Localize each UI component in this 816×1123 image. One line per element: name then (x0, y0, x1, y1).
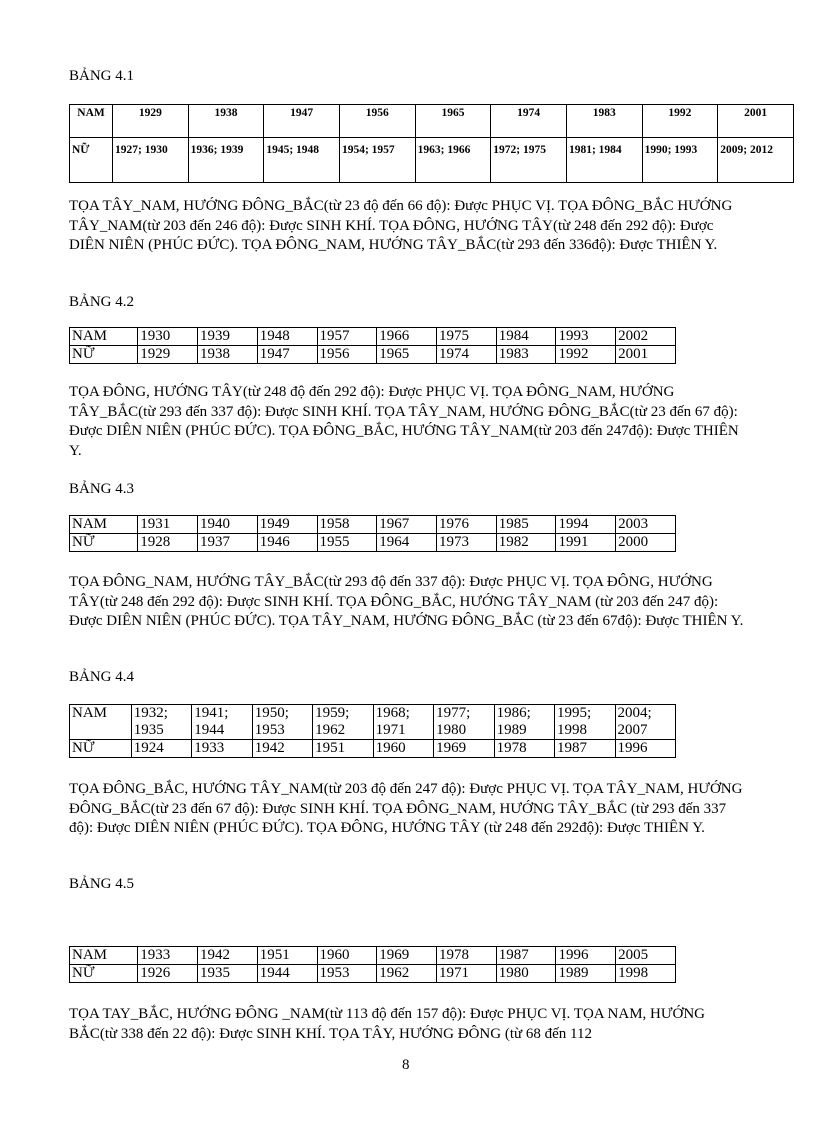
year-part: 2007 (617, 722, 648, 738)
year-part: 1977; (436, 705, 471, 721)
row-label-nu: NỮ (70, 346, 138, 364)
table-cell: 1987 (496, 947, 556, 965)
table-cell: 1992 (642, 105, 718, 138)
row-label-nam: NAM (70, 328, 138, 346)
table-cell (373, 705, 433, 740)
year-part: 1986; (496, 705, 531, 721)
table-bang-4-1 (69, 104, 794, 183)
table-cell: 1951 (257, 947, 317, 965)
table-cell: 1955 (317, 534, 377, 552)
table-bang-4-4 (69, 704, 676, 758)
table-cell: 1931 (138, 516, 198, 534)
year-part: 1989 (496, 722, 527, 738)
row-label-nu: NỮ (70, 534, 138, 552)
table-bang-4-2 (69, 327, 676, 364)
table-cell: 1972; 1975 (491, 138, 567, 183)
heading-bang-4-2: BẢNG 4.2 (69, 294, 135, 310)
table-cell: 1930 (138, 328, 198, 346)
table-row (70, 346, 676, 364)
table-cell: 1947 (264, 105, 340, 138)
heading-bang-4-5: BẢNG 4.5 (69, 876, 135, 892)
table-cell: 1953 (317, 965, 377, 983)
table-cell: 1974 (491, 105, 567, 138)
table-cell: 1966 (377, 328, 437, 346)
table-row (70, 328, 676, 346)
table-cell: 1945; 1948 (264, 138, 340, 183)
heading-bang-4-1: BẢNG 4.1 (69, 68, 135, 84)
year-part: 2004; (617, 705, 652, 721)
year-part: 1944 (194, 722, 225, 738)
table-cell: 2009; 2012 (718, 138, 794, 183)
table-cell: 1996 (556, 947, 616, 965)
table-cell: 2005 (616, 947, 676, 965)
row-label-nu: NỮ (70, 740, 132, 758)
table-cell: 1960 (317, 947, 377, 965)
table-cell: 1942 (252, 740, 312, 758)
table-cell: 1954; 1957 (339, 138, 415, 183)
table-cell: 1974 (436, 346, 496, 364)
table-cell: 2001 (616, 346, 676, 364)
table-cell (615, 705, 675, 740)
table-row (70, 965, 676, 983)
row-label-nam: NAM (70, 105, 113, 138)
table-cell: 1967 (377, 516, 437, 534)
table-cell: 1980 (496, 965, 556, 983)
table-cell (434, 705, 494, 740)
table-cell: 1964 (377, 534, 437, 552)
table-cell: 1993 (556, 328, 616, 346)
table-cell: 1938 (188, 105, 264, 138)
table-cell (131, 705, 191, 740)
table-cell: 1960 (373, 740, 433, 758)
table-cell: 1940 (198, 516, 258, 534)
table-cell: 1965 (377, 346, 437, 364)
table-cell: 2002 (616, 328, 676, 346)
paragraph-bang-4-5: TỌA TAY_BẮC, HƯỚNG ĐÔNG _NAM(từ 113 độ đến 157 độ): Được PHỤC VỊ. TỌA NAM, HƯỚNG BẮC(từ 338 đến 22 độ): Được SINH KHÍ. TỌA TÂY, HƯỚNG ĐÔNG (từ 68 đến 112 (69, 1006, 705, 1042)
paragraph-bang-4-3: TỌA ĐÔNG_NAM, HƯỚNG TÂY_BẮC(từ 293 độ đến 337 độ): Được PHỤC VỊ. TỌA ĐÔNG, HƯỚNG TÂY(từ 248 đến 292 độ): Được SINH KHÍ. TỌA ĐÔNG_BẮC, HƯỚNG TÂY_NAM (từ 203 đến 247 độ): Được DIÊN NIÊN (PHÚC ĐỨC). TỌA TÂY_NAM, HƯỚNG ĐÔNG_BẮC (từ 23 đến 67độ): Được THIÊN Y. (69, 574, 744, 629)
table-cell: 1957 (317, 328, 377, 346)
table-cell: 1992 (556, 346, 616, 364)
table-cell: 1963; 1966 (415, 138, 491, 183)
table-cell: 1991 (556, 534, 616, 552)
year-part: 1971 (375, 722, 406, 738)
heading-bang-4-3: BẢNG 4.3 (69, 481, 135, 497)
table-cell: 1978 (436, 947, 496, 965)
table-row (70, 516, 676, 534)
year-part: 1998 (557, 722, 588, 738)
table-row (70, 705, 676, 740)
table-bang-4-3 (69, 515, 676, 552)
table-row (70, 138, 794, 183)
table-cell: 1985 (496, 516, 556, 534)
table-row (70, 947, 676, 965)
table-cell (555, 705, 615, 740)
table-cell: 1927; 1930 (113, 138, 189, 183)
table-cell: 1924 (131, 740, 191, 758)
row-label-nu: NỮ (70, 965, 138, 983)
heading-bang-4-4: BẢNG 4.4 (69, 669, 135, 685)
row-label-nam: NAM (70, 705, 132, 740)
table-cell: 1926 (138, 965, 198, 983)
table-cell: 1978 (494, 740, 554, 758)
table-cell: 1965 (415, 105, 491, 138)
table-cell: 1984 (496, 328, 556, 346)
table-cell: 1956 (339, 105, 415, 138)
table-cell: 1936; 1939 (188, 138, 264, 183)
year-part: 1968; (375, 705, 410, 721)
table-bang-4-5 (69, 946, 676, 983)
page-number: 8 (402, 1057, 410, 1073)
table-cell: 1973 (436, 534, 496, 552)
table-cell: 2003 (616, 516, 676, 534)
table-cell: 1946 (257, 534, 317, 552)
table-cell: 2001 (718, 105, 794, 138)
table-cell: 1958 (317, 516, 377, 534)
table-cell: 1939 (198, 328, 258, 346)
table-cell: 1951 (313, 740, 373, 758)
table-cell: 1938 (198, 346, 258, 364)
table-cell (192, 705, 252, 740)
year-part: 1995; (557, 705, 592, 721)
paragraph-bang-4-1: TỌA TÂY_NAM, HƯỚNG ĐÔNG_BẮC(từ 23 độ đến 66 độ): Được PHỤC VỊ. TỌA ĐÔNG_BẮC HƯỚNG TÂY_NAM(từ 203 đến 246 độ): Được SINH KHÍ. TỌA ĐÔNG, HƯỚNG TÂY(từ 248 đến 292 độ): Được DIÊN NIÊN (PHÚC ĐỨC). TỌA ĐÔNG_NAM, HƯỚNG TÂY_BẮC(từ 293 đến 336độ): Được THIÊN Y. (69, 198, 733, 253)
table-cell: 1996 (615, 740, 675, 758)
table-cell: 1944 (257, 965, 317, 983)
table-row (70, 740, 676, 758)
table-cell: 1947 (257, 346, 317, 364)
year-part: 1962 (315, 722, 346, 738)
table-cell (494, 705, 554, 740)
table-cell: 1928 (138, 534, 198, 552)
table-cell: 1976 (436, 516, 496, 534)
table-cell: 2000 (616, 534, 676, 552)
year-part: 1941; (194, 705, 229, 721)
year-part: 1932; (133, 705, 168, 721)
table-cell (313, 705, 373, 740)
table-cell: 1933 (192, 740, 252, 758)
paragraph-bang-4-2: TỌA ĐÔNG, HƯỚNG TÂY(từ 248 độ đến 292 độ): Được PHỤC VỊ. TỌA ĐÔNG_NAM, HƯỚNG TÂY_BẮC(từ 293 đến 337 độ): Được SINH KHÍ. TỌA TÂY_NAM, HƯỚNG ĐÔNG_BẮC(từ 23 đến 67 độ): Được DIÊN NIÊN (PHÚC ĐỨC). TỌA ĐÔNG_BẮC, HƯỚNG TÂY_NAM(từ 203 đến 247độ): Được THIÊN Y. (69, 384, 739, 459)
table-row (70, 534, 676, 552)
table-cell: 1994 (556, 516, 616, 534)
table-cell: 1929 (113, 105, 189, 138)
table-cell: 1971 (436, 965, 496, 983)
table-cell: 1998 (616, 965, 676, 983)
table-cell: 1949 (257, 516, 317, 534)
table-cell (252, 705, 312, 740)
table-cell: 1981; 1984 (566, 138, 642, 183)
table-cell: 1933 (138, 947, 198, 965)
paragraph-bang-4-4: TỌA ĐÔNG_BẮC, HƯỚNG TÂY_NAM(từ 203 độ đến 247 độ): Được PHỤC VỊ. TỌA TÂY_NAM, HƯỚNG ĐÔNG_BẮC(từ 23 đến 67 độ): Được SINH KHÍ. TỌA ĐÔNG_NAM, HƯỚNG TÂY_BẮC (từ 293 đến 337 độ): Được DIÊN NIÊN (PHÚC ĐỨC). TỌA ĐÔNG, HƯỚNG TÂY (từ 248 đến 292độ): Được THIÊN Y. (69, 781, 743, 836)
row-label-nu: NỮ (70, 138, 113, 183)
row-label-nam: NAM (70, 516, 138, 534)
table-cell: 1929 (138, 346, 198, 364)
row-label-nam: NAM (70, 947, 138, 965)
table-cell: 1982 (496, 534, 556, 552)
table-cell: 1962 (377, 965, 437, 983)
year-part: 1953 (254, 722, 285, 738)
table-cell: 1956 (317, 346, 377, 364)
table-cell: 1987 (555, 740, 615, 758)
table-cell: 1937 (198, 534, 258, 552)
table-cell: 1983 (496, 346, 556, 364)
table-cell: 1935 (198, 965, 258, 983)
table-cell: 1942 (198, 947, 258, 965)
table-row (70, 105, 794, 138)
table-cell: 1989 (556, 965, 616, 983)
table-cell: 1969 (434, 740, 494, 758)
year-part: 1950; (254, 705, 289, 721)
table-cell: 1983 (566, 105, 642, 138)
table-cell: 1990; 1993 (642, 138, 718, 183)
table-cell: 1969 (377, 947, 437, 965)
table-cell: 1948 (257, 328, 317, 346)
table-cell: 1975 (436, 328, 496, 346)
year-part: 1980 (436, 722, 467, 738)
year-part: 1935 (133, 722, 164, 738)
year-part: 1959; (315, 705, 350, 721)
